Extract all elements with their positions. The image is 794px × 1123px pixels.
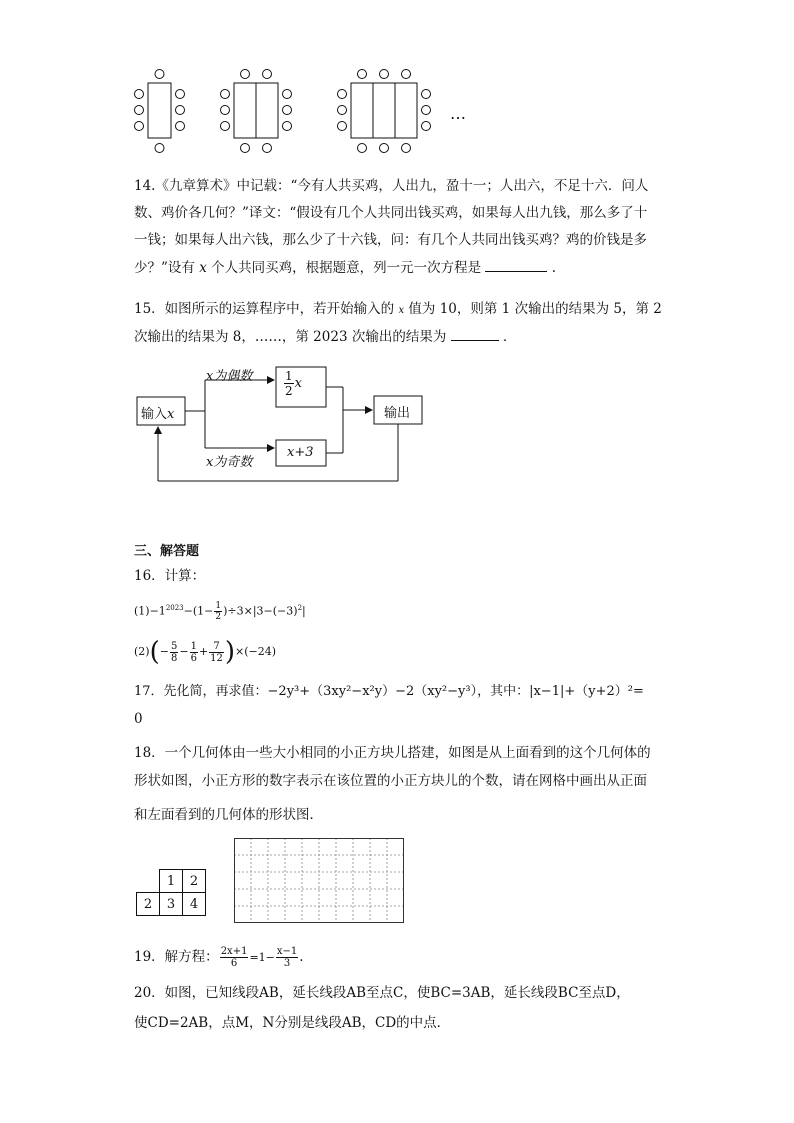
q14-answer-blank[interactable] — [485, 257, 547, 272]
flow-output-label: 输出 — [384, 406, 411, 421]
q20-line-1: 20．如图，已知线段AB，延长线段AB至点C，使BC=3AB，延长线段BC至点D， — [134, 985, 630, 1001]
top-view-cell — [137, 870, 160, 893]
q15-answer-blank[interactable] — [451, 326, 499, 341]
q19-equation: 19．解方程： $\frac{2x+1}{6}$ =1− $\frac{x-1}{3}$ . — [134, 946, 304, 969]
flow-input-label: 输入x — [141, 407, 175, 422]
top-view-cell: 2 — [137, 893, 160, 916]
table-figure-1 — [135, 70, 185, 153]
top-view-cell: 1 — [160, 870, 183, 893]
table-figure-3 — [338, 70, 431, 153]
q14-line-2: 数、鸡价各几何？”译文：“假设有几个人共同出钱买鸡，如果每人出九钱，那么多了十 — [134, 205, 648, 221]
q14-line-1: 14.《九章算术》中记载：“今有人共买鸡，人出九，盈十一；人出六，不足十六．问人 — [134, 178, 649, 194]
q16-title: 16．计算： — [134, 568, 206, 584]
q15-line2-end: ． — [502, 329, 517, 345]
q17-line-2: 0 — [134, 711, 143, 727]
flow-half-label: $\frac{1}{2}$ x — [285, 369, 302, 398]
flow-odd-label: x为奇数 — [206, 455, 253, 470]
q14-line-4 — [134, 257, 664, 278]
top-view-cell: 4 — [183, 893, 206, 916]
q14-var: x — [199, 260, 207, 276]
ellipsis: … — [450, 104, 466, 123]
top-view-grid — [136, 869, 206, 916]
q15-line-1 — [134, 299, 664, 321]
q18-line-3: 和左面看到的几何体的形状图． — [134, 807, 323, 823]
q18-line-2: 形状如图，小正方形的数字表示在该位置的小正方块儿的个数，请在网格中画出从正面 — [134, 773, 647, 789]
drawing-grid[interactable] — [234, 838, 406, 924]
q16-part1: $(1)-1^{2023}-(1-$ $\frac{1}{2}$ )$\div 3\times|3-(-3)^2|$ — [134, 601, 306, 623]
q15-pre: 15．如图所示的运算程序中，若开始输入的 — [134, 301, 395, 317]
flow-even-label: x为偶数 — [206, 369, 253, 384]
q15-post: 值为 10，则第 1 次输出的结果为 5，第 2 — [408, 301, 662, 317]
q15-line2-text: 次输出的结果为 8，……，第 2023 次输出的结果为 — [134, 329, 447, 345]
q20-line-2: 使CD=2AB，点M，N分别是线段AB，CD的中点． — [134, 1015, 451, 1031]
q16-part2: (2)(− $\frac{5}{8}$ − $\frac{1}{6}$ + $\frac{7}{12}$ )×(−24) — [134, 637, 277, 667]
q15-line-2 — [134, 326, 664, 347]
section-heading: 三、解答题 — [134, 544, 200, 559]
top-view-cell: 2 — [183, 870, 206, 893]
q18-line-1: 18．一个几何体由一些大小相同的小正方块儿搭建，如图是从上面看到的这个几何体的 — [134, 745, 651, 761]
flowchart-lines — [130, 360, 430, 490]
top-view-cell: 3 — [160, 893, 183, 916]
q14-line-3: 一钱；如果每人出六钱，那么少了十六钱，问：有几个人共同出钱买鸡？鸡的价钱是多 — [134, 232, 647, 248]
q15-var: x — [398, 305, 405, 316]
q14-end: . — [551, 260, 557, 276]
q14-last-pre: 少？”设有 — [134, 260, 195, 276]
flow-plus3-label: x+3 — [287, 445, 314, 460]
table-figure-2 — [221, 70, 292, 153]
table-seating-figure — [130, 62, 480, 162]
q17-line-1: 17．先化简，再求值：−2y³+（3xy²−x²y）−2（xy²−y³），其中：|x−1|+（y+2）²= — [134, 684, 644, 699]
q14-last-post: 个人共同买鸡，根据题意，列一元一次方程是 — [211, 260, 482, 276]
